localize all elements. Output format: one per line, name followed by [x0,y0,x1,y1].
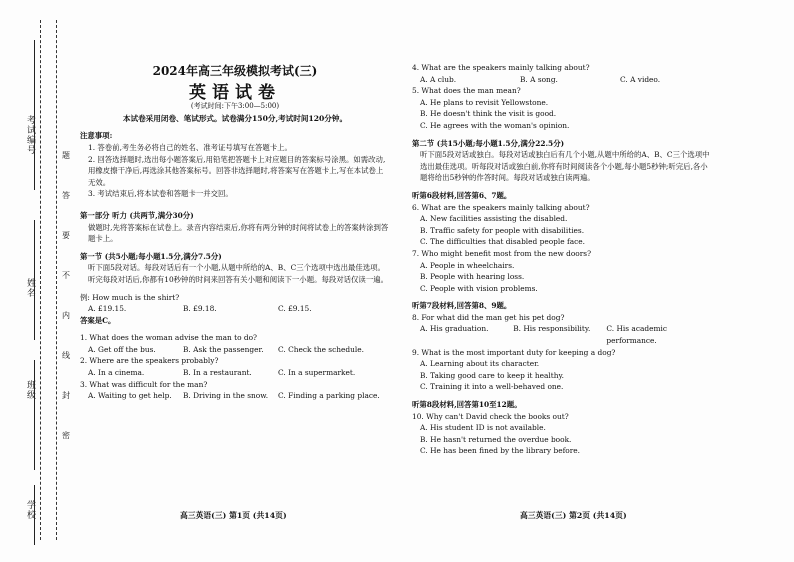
option: B. Traffic safety for people with disabilities. [420,225,585,235]
group8-intro: 听第8段材料,回答第10至12题。 [412,400,522,410]
exam-title: 2024年高三年级模拟考试(三) [152,64,318,78]
option: C. £9.15. [278,304,312,314]
question: 2. Where are the speakers probably? [80,356,219,366]
seal-char: 题 [62,151,70,160]
option: B. He doesn't think the visit is good. [420,109,557,119]
right-page [412,62,712,457]
binding-strip [4,20,62,540]
question: 5. What does the man mean? [412,86,521,96]
section1-heading: 第一节 (共5小题;每小题1.5分,满分7.5分) [80,251,222,261]
part1-heading: 第一部分 听力 (共两节,满分30分) [80,210,194,220]
section1-description: 听下面5段对话。每段对话后有一个小题,从题中所给的A、B、C三个选项中选出最佳选项。听完每段对话后,你都有10秒钟的时间来回答有关小题和阅读下一小题。每段对话仅读一遍。 [88,263,388,284]
option: B. His responsibility. [513,324,591,334]
option: B. £9.18. [183,304,217,314]
binding-line [40,20,41,540]
seal-char: 密 [62,431,70,440]
option: B. He hasn't returned the overdue book. [420,434,572,444]
question: 1. What does the woman advise the man to do? [80,333,258,343]
example-options [80,303,390,315]
option: C. Finding a parking place. [278,391,380,401]
subject-title: 英语试卷 [189,82,281,103]
class-label: 班级 [25,380,35,400]
question: 7. Who might benefit most from the new doors? [412,248,592,258]
option: A. In a cinema. [88,368,145,378]
option: B. In a restaurant. [183,368,252,378]
question-options [412,323,712,346]
option: C. He agrees with the woman's opinion. [420,120,570,130]
example-question: 例: How much is the shirt? [80,292,180,302]
option: A. People in wheelchairs. [420,260,515,270]
option: A. Learning about its character. [420,359,540,369]
question-options [412,74,712,86]
question-options [80,344,390,356]
seal-char: 线 [62,351,70,360]
option: A. A club. [420,74,457,84]
option: B. Driving in the snow. [183,391,269,401]
option: A. Waiting to get help. [88,391,172,401]
instruction-item: 1. 答卷前,考生务必将自己的姓名、准考证号填写在答题卡上。 [88,142,292,152]
footer-page-left: 高三英语(三) 第1页 (共14页) [180,511,287,520]
footer-page-right: 高三英语(三) 第2页 (共14页) [520,511,627,520]
option: A. Get off the bus. [88,344,156,354]
question: 9. What is the most important duty for keeping a dog? [412,347,616,357]
seal-char: 内 [62,311,70,320]
section2-heading: 第二节 (共15小题;每小题1.5分,满分22.5分) [412,138,565,148]
option: B. Ask the passenger. [183,344,264,354]
question: 8. For what did the man get his pet dog? [412,312,565,322]
instruction-item: 2. 回答选择题时,选出每小题答案后,用铅笔把答题卡上对应题目的答案标号涂黑。如需改动,用橡皮擦干净后,再选涂其他答案标号。回答非选择题时,将答案写在答题卡上,写在本试卷上无效。 [88,154,386,187]
example-answer: 答案是C。 [80,315,116,325]
exam-number-line [34,40,35,190]
option: C. Check the schedule. [278,344,364,354]
question: 10. Why can't David check the books out? [412,411,569,421]
section2-description: 听下面5段对话或独白。每段对话或独白后有几个小题,从题中所给的A、B、C三个选项中选出最佳选项。听每段对话或独白前,你将有时间阅读各个小题,每小题5秒钟;听完后,各小题将给出5秒钟的作答时间。每段对话或独白读两遍。 [420,150,710,183]
left-page [80,62,390,402]
option: C. The difficulties that disabled people face. [420,237,585,247]
group6-intro: 听第6段材料,回答第6、7题。 [412,190,512,200]
name-line [34,220,35,340]
name-label: 姓名 [25,278,35,298]
option: B. Taking good care to keep it healthy. [420,370,565,380]
option: B. People with hearing loss. [420,272,525,282]
option: C. People with vision problems. [420,283,538,293]
exam-notice: 本试卷采用闭卷、笔试形式。试卷满分150分,考试时间120分钟。 [122,113,348,123]
option: C. Training it into a well-behaved one. [420,382,564,392]
seal-char: 封 [62,391,70,400]
option: A. He plans to revisit Yellowstone. [420,97,549,107]
question-options [80,390,390,402]
option: A. His graduation. [420,324,489,334]
instruction-item: 3. 考试结束后,将本试卷和答题卡一并交回。 [88,189,233,199]
question: 4. What are the speakers mainly talking about? [412,63,590,72]
option: A. New facilities assisting the disabled. [420,214,568,224]
option: B. A song. [520,74,558,84]
class-line [34,360,35,470]
part1-description: 做题时,先将答案标在试卷上。录音内容结束后,你将有两分钟的时间将试卷上的答案转涂到答题卡上。 [88,222,389,244]
question-options [80,367,390,379]
option: C. His academic performance. [606,324,667,346]
option: C. In a supermarket. [278,368,356,378]
seal-char: 要 [62,231,70,240]
school-line [34,485,35,545]
seal-char: 答 [62,191,70,200]
group7-intro: 听第7段材料,回答第8、9题。 [412,301,512,311]
option: A. £19.15. [88,304,127,314]
option: A. His student ID is not available. [420,423,546,433]
option: C. A video. [620,74,661,84]
exam-time: (考试时间:下午3:00—5:00) [190,102,280,111]
option: C. He has been fined by the library before. [420,446,581,456]
cut-line [56,20,57,540]
seal-line-text [62,40,72,540]
question: 6. What are the speakers mainly talking about? [412,202,590,212]
school-label: 学校 [25,500,35,520]
seal-char: 不 [62,271,70,280]
question: 3. What was difficult for the man? [80,379,208,389]
instructions-heading: 注意事项: [80,131,113,141]
exam-number-label: 考试编号 [25,115,35,155]
